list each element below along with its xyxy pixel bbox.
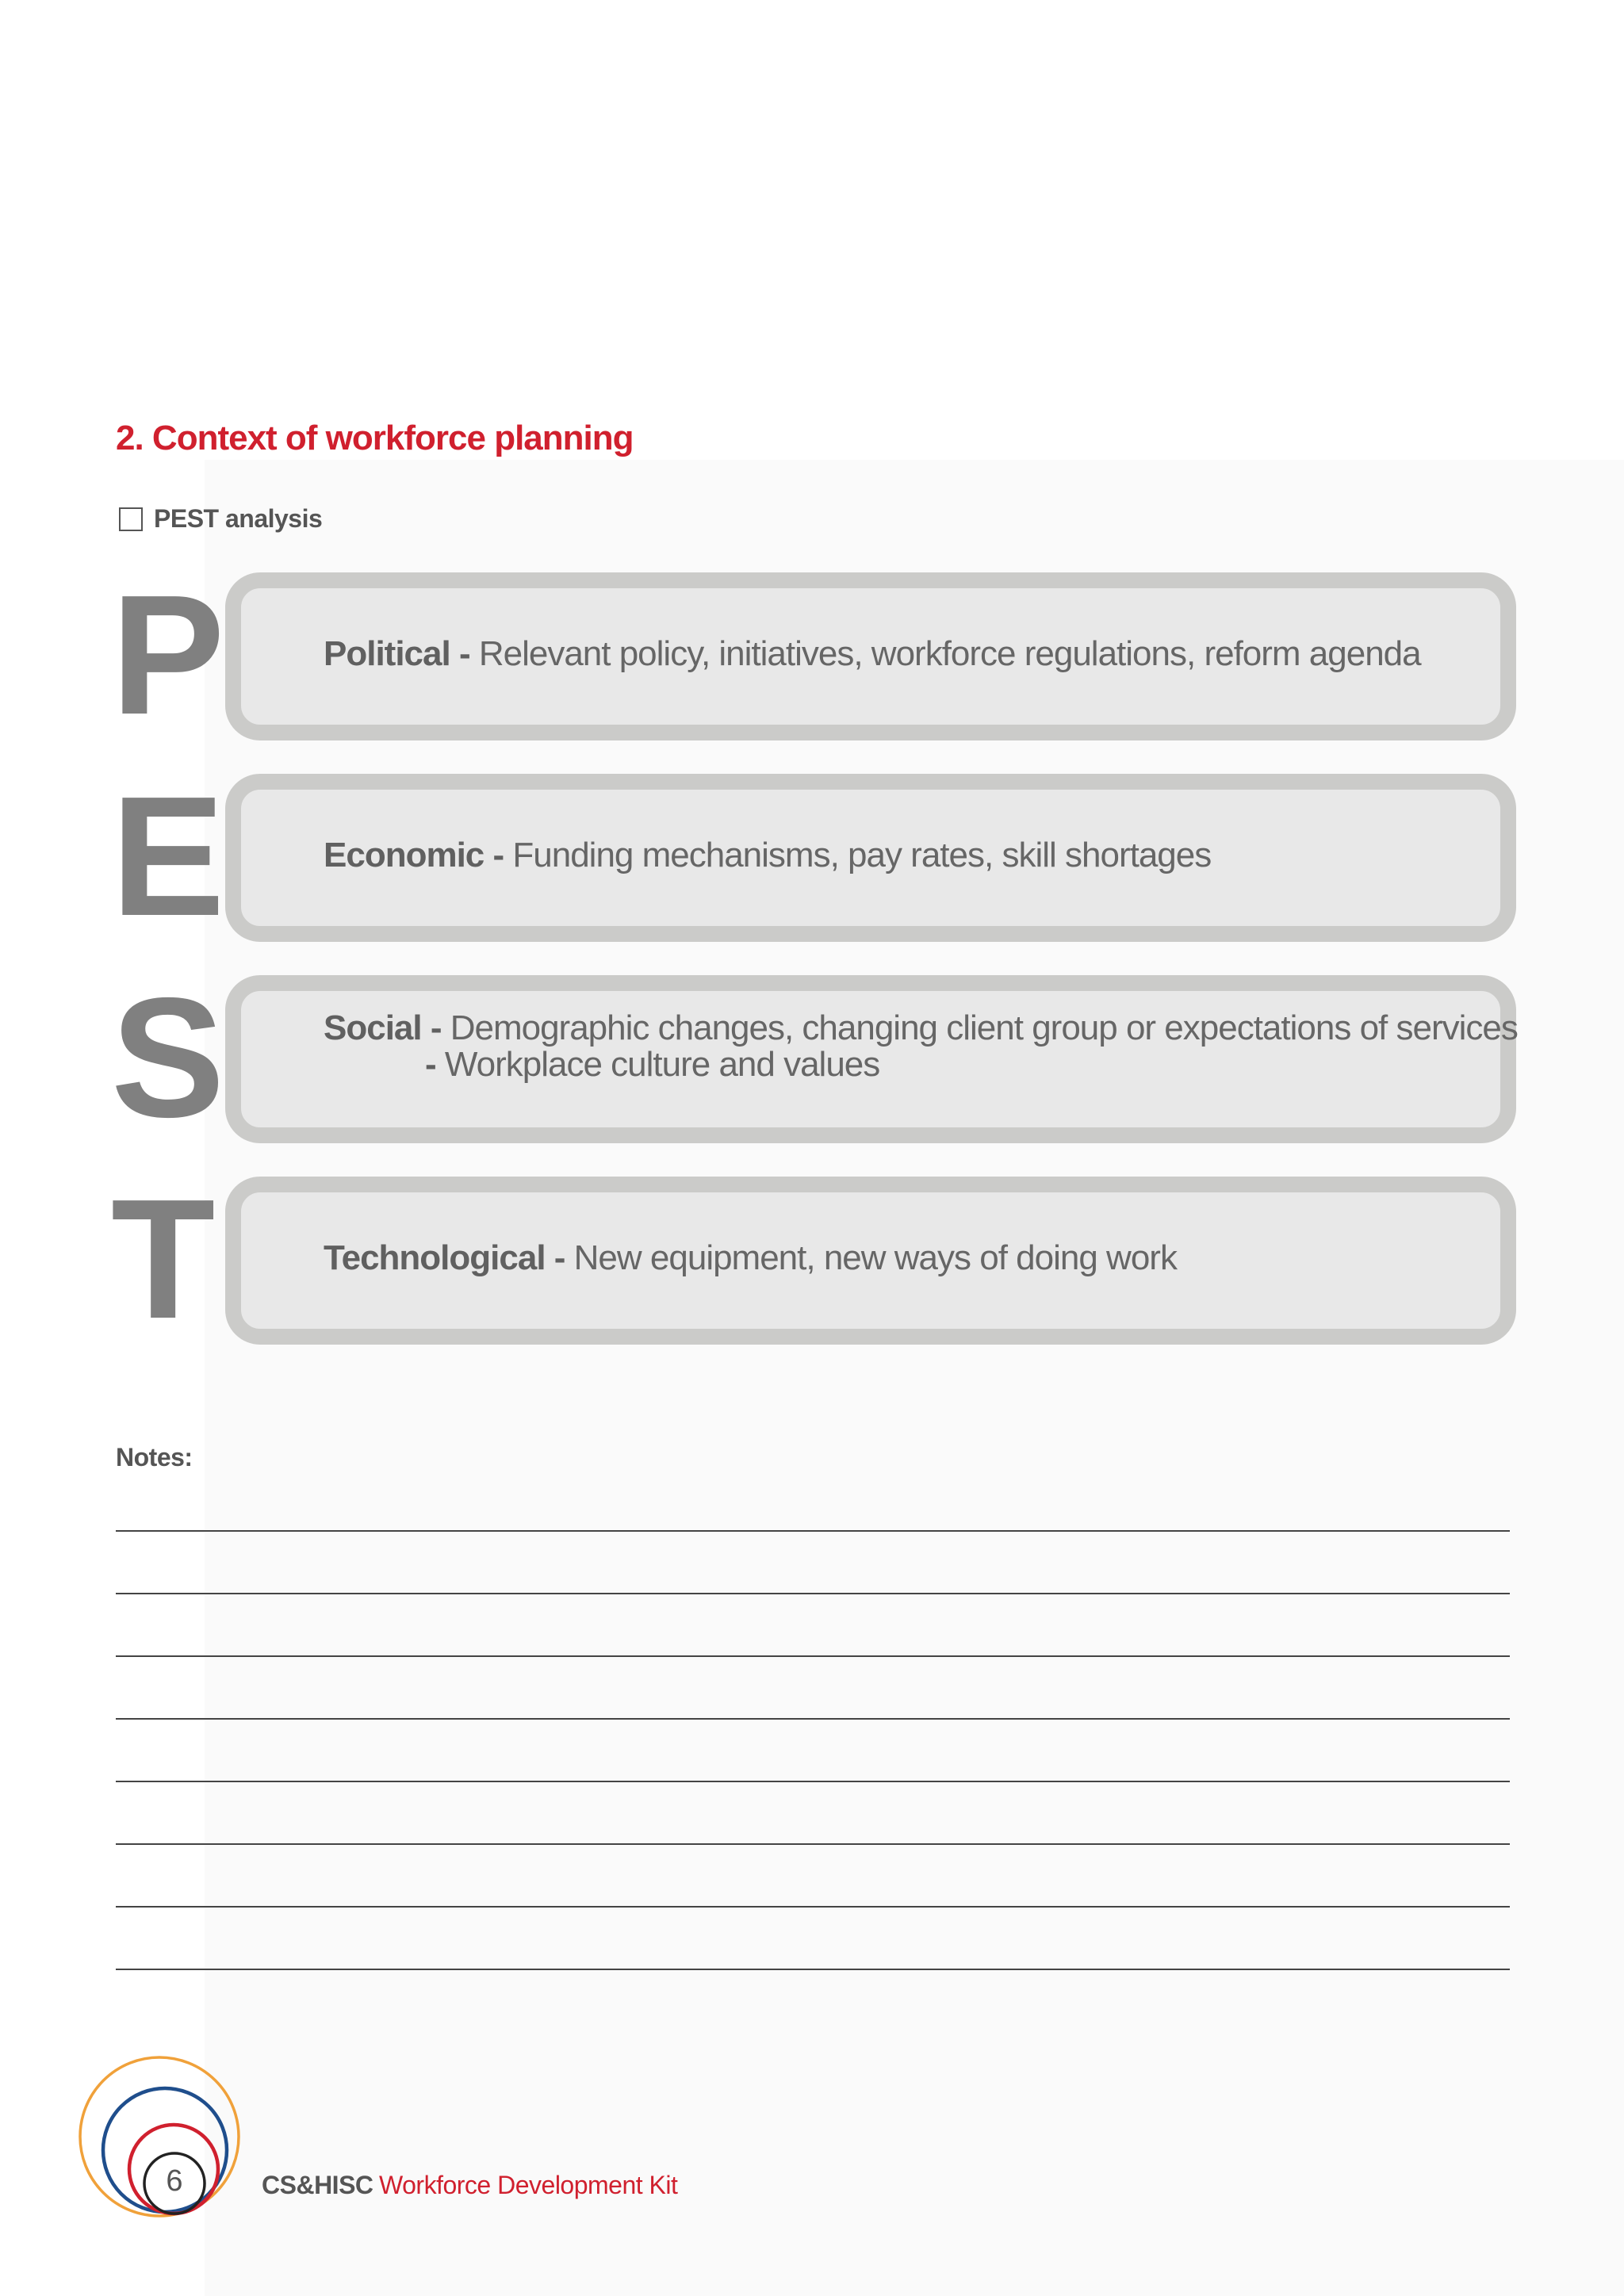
notes-line[interactable]: [116, 1969, 1510, 1970]
social-heading: Social -: [324, 1008, 450, 1047]
technological-description: New equipment, new ways of doing work: [573, 1238, 1177, 1277]
political-heading: Political -: [324, 634, 479, 673]
pest-letter-s: S: [111, 962, 220, 1153]
economic-description: Funding mechanisms, pay rates, skill shortages: [512, 836, 1212, 874]
social-description-2: Workplace culture and values: [444, 1045, 880, 1084]
footer-org-name: CS&HISC: [262, 2171, 373, 2199]
economic-heading: Economic -: [324, 836, 513, 874]
pest-analysis-label: PEST analysis: [154, 504, 323, 533]
pest-letter-e: E: [111, 760, 220, 951]
social-description: Demographic changes, changing client group or expectations of services: [450, 1008, 1518, 1047]
pest-letter-p: P: [111, 559, 220, 750]
notes-line[interactable]: [116, 1593, 1510, 1594]
notes-line[interactable]: [116, 1906, 1510, 1908]
notes-line[interactable]: [116, 1655, 1510, 1657]
notes-line[interactable]: [116, 1718, 1510, 1720]
pest-box-social: [225, 975, 1516, 1143]
footer-kit-title: Workforce Development Kit: [379, 2171, 678, 2199]
pest-box-political-text: [324, 634, 1421, 674]
section-title: 2. Context of workforce planning: [116, 419, 634, 457]
pest-analysis-checkbox-row[interactable]: [119, 504, 322, 534]
pest-box-technological-text: [324, 1238, 1177, 1278]
checkbox[interactable]: [119, 507, 143, 531]
notes-line[interactable]: [116, 1781, 1510, 1782]
political-description: Relevant policy, initiatives, workforce regulations, reform agenda: [478, 634, 1421, 673]
pest-letter-t: T: [111, 1163, 211, 1354]
notes-line[interactable]: [116, 1530, 1510, 1532]
page-number: 6: [166, 2164, 183, 2198]
pest-box-social-text: [324, 1008, 1518, 1048]
pest-box-technological: [225, 1177, 1516, 1345]
social-dash: -: [425, 1045, 445, 1084]
pest-box-economic: [225, 774, 1516, 942]
pest-box-political: [225, 572, 1516, 740]
pest-box-social-text-2: [425, 1045, 879, 1085]
notes-line[interactable]: [116, 1843, 1510, 1845]
notes-label: Notes:: [116, 1443, 193, 1471]
pest-box-economic-text: [324, 836, 1211, 875]
technological-heading: Technological -: [324, 1238, 574, 1277]
